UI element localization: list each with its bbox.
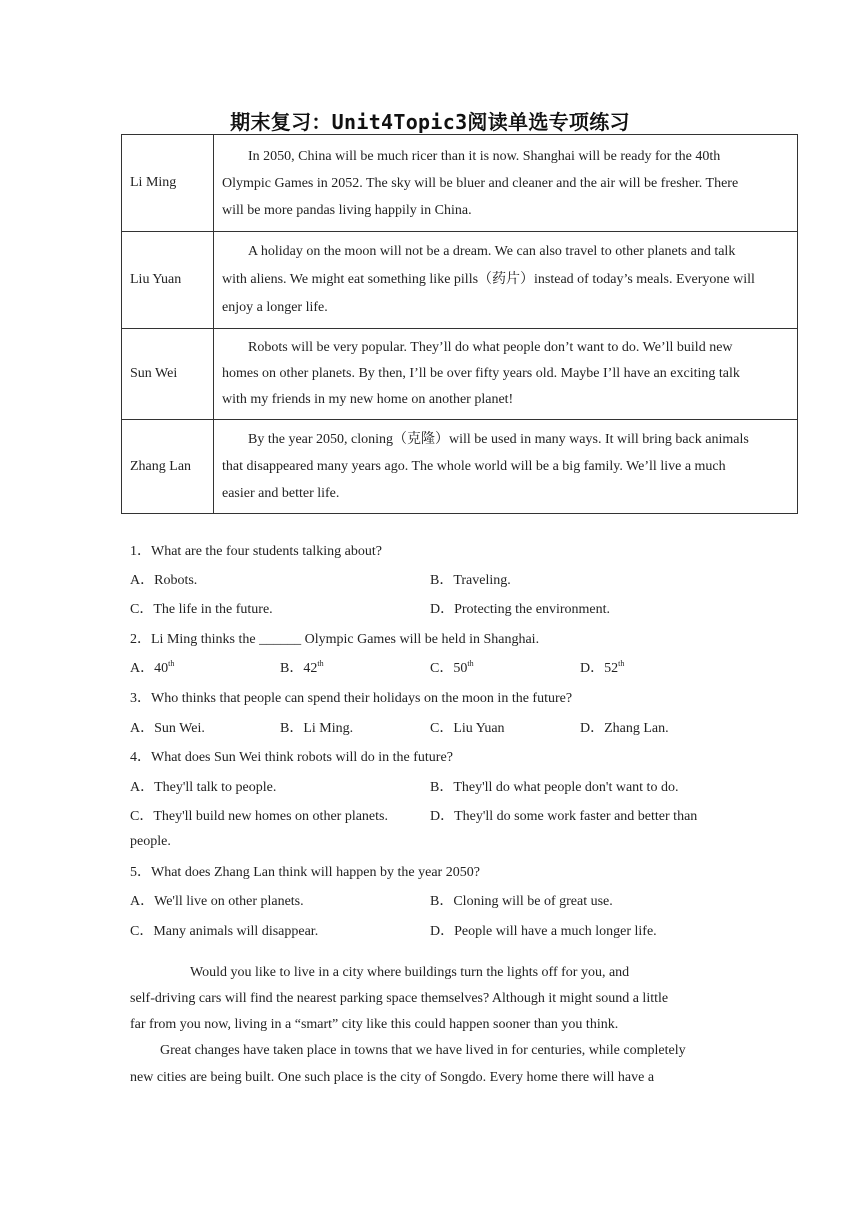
option-c: C．50th [430,659,474,676]
option-b: B．Cloning will be of great use. [430,894,613,909]
option-a: A．We'll live on other planets. [130,894,304,909]
passage-line: By the year 2050, cloning（克隆）will be used in many ways. It will bring back animals [248,432,749,447]
passage-line: Robots will be very popular. They’ll do what people don’t want to do. We’ll build new [248,340,733,355]
passage-line: A holiday on the moon will not be a dream. We can also travel to other planets and talk [248,244,736,259]
option-a: A．Robots. [130,573,198,588]
option-a: A．They'll talk to people. [130,780,277,795]
passage-text [214,420,798,514]
option-b: B．42th [280,659,324,676]
option-d: D．They'll do some work faster and better than [430,809,698,824]
question-stem: 2．Li Ming thinks the ______ Olympic Games will be held in Shanghai. [130,632,540,647]
option-d-continued: people. [130,834,171,849]
student-name: Liu Yuan [122,232,214,329]
option-b: B．They'll do what people don't want to do. [430,780,679,795]
question-stem: 4．What does Sun Wei think robots will do in the future? [130,750,453,765]
passages-table [121,134,798,514]
passage-line: that disappeared many years ago. The whole world will be a big family. We’ll live a much [222,459,726,474]
reading-line: self-driving cars will find the nearest parking space themselves? Although it might sound a little [130,991,669,1006]
option-c: C．Liu Yuan [430,721,505,736]
option-a: A．40th [130,659,175,676]
passage-line: easier and better life. [222,486,340,501]
option-d: D．52th [580,659,625,676]
option-b: B．Li Ming. [280,721,354,736]
reading-line: Great changes have taken place in towns that we have lived in for centuries, while completely [160,1043,686,1058]
table-row [122,232,798,329]
option-d: D．Protecting the environment. [430,602,611,617]
option-b: B．Traveling. [430,573,511,588]
option-d: D．People will have a much longer life. [430,924,657,939]
student-name: Sun Wei [122,329,214,420]
reading-line: Would you like to live in a city where buildings turn the lights off for you, and [190,965,630,980]
question-stem: 5．What does Zhang Lan think will happen by the year 2050? [130,865,480,880]
page-title: 期末复习：Unit4Topic3阅读单选专项练习 [230,110,630,134]
passage-line: with my friends in my new home on another planet! [222,392,514,407]
passage-line: with aliens. We might eat something like pills（药片）instead of today’s meals. Everyone will [222,272,755,287]
student-name: Li Ming [122,135,214,232]
passage-text [214,232,798,329]
table-row [122,420,798,514]
passage-text [214,329,798,420]
reading-line: new cities are being built. One such place is the city of Songdo. Every home there will have a [130,1070,655,1085]
option-d: D．Zhang Lan. [580,721,669,736]
option-c: C．They'll build new homes on other planets. [130,809,388,824]
passage-line: will be more pandas living happily in China. [222,202,472,218]
passage-line: Olympic Games in 2052. The sky will be bluer and cleaner and the air will be fresher. There [222,175,739,191]
passage-line: enjoy a longer life. [222,300,328,315]
passage-text [214,135,798,232]
option-c: C．The life in the future. [130,602,273,617]
option-c: C．Many animals will disappear. [130,924,319,939]
question-stem: 1．What are the four students talking about? [130,544,382,559]
passage-line: In 2050, China will be much ricer than it is now. Shanghai will be ready for the 40th [248,148,721,164]
table-row [122,329,798,420]
reading-line: far from you now, living in a “smart” city like this could happen sooner than you think. [130,1017,619,1032]
table-row [122,135,798,232]
student-name: Zhang Lan [122,420,214,514]
passage-line: homes on other planets. By then, I’ll be over fifty years old. Maybe I’ll have an exciting talk [222,366,740,381]
option-a: A．Sun Wei. [130,721,205,736]
question-stem: 3．Who thinks that people can spend their holidays on the moon in the future? [130,691,573,706]
